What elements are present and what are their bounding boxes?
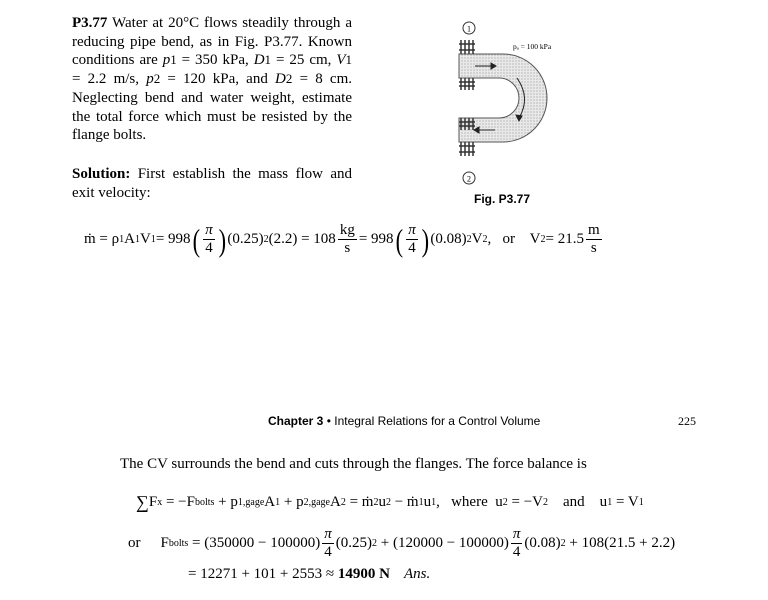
section-2-label: 2 xyxy=(467,174,471,184)
eq1-998: = 998 xyxy=(155,231,191,247)
eq1-v2-value: = 21.5 xyxy=(545,231,584,247)
eq2-a2: = V xyxy=(612,494,639,510)
eq3-f: F xyxy=(160,535,169,551)
solution-text: First establish the mass flow and exit velocity: xyxy=(72,166,352,201)
eq3-pi-frac-1: $\frac{\pi}{4}$ xyxy=(324,526,332,560)
d2-sub: 2 xyxy=(285,71,293,87)
eq2-fx: F xyxy=(148,494,158,510)
v1-sub: 1 xyxy=(345,52,353,68)
answer-value: 14900 N xyxy=(337,566,390,582)
eq2-part1: = −F xyxy=(162,494,195,510)
bolt-force-equation: or F bolts = (350000 − 100000) $\frac{\pi}{4}$ (0.25) 2 + (120000 − 100000) $\frac{\pi}{4}$ (0.08) 2 + 108(21.5 + 2.2) xyxy=(128,526,676,560)
pa-label: pₐ = 100 kPa xyxy=(513,42,552,51)
ans-label: Ans. xyxy=(403,566,431,582)
eq2-part4: + p xyxy=(280,494,304,510)
eq3-p3: + (120000 − 100000) xyxy=(376,535,509,551)
d1-value: = 25 cm, xyxy=(271,52,337,69)
pipe-bend-figure xyxy=(455,18,565,190)
eq2-part2: + p xyxy=(214,494,238,510)
eq2-part5: A xyxy=(329,494,341,510)
eq2-part8: − ṁ xyxy=(390,494,419,510)
p1-sub: 1 xyxy=(170,52,177,68)
eq2-bolts-sub: bolts xyxy=(194,497,215,508)
eq1-998b: = 998 xyxy=(358,231,394,247)
eq1-or: , or V xyxy=(487,231,541,247)
eq2-part7: u xyxy=(378,494,386,510)
sum-symbol: ∑ xyxy=(136,492,149,512)
mass-flow-equation: ṁ = ρ 1 A 1 V 1 = 998 ( $\frac{\pi}{4}$ ) (0.25) 2 (2.2) = 108 $\frac{kg}{s}$ = 998 ( $\frac{\pi}{4}$ ) (0.08) 2 V 2 , or V 2 = 21.5 $\frac{m}{s}$ xyxy=(84,221,600,258)
result-equation xyxy=(188,566,430,583)
figure-caption: Fig. P3.77 xyxy=(474,192,531,206)
eq1-a: A xyxy=(124,231,135,247)
p2-value: = 120 kPa, and xyxy=(160,71,276,88)
p1-symbol: p xyxy=(162,52,171,69)
eq2-part9: u xyxy=(423,494,432,510)
section-1-label: 1 xyxy=(467,24,471,34)
chapter-title: Integral Relations for a Control Volume xyxy=(334,414,541,428)
force-balance-equation: ∑ F x = −F bolts + p 1,gage A 1 + p 2,gage A 2 = ṁ 2 u 2 − ṁ 1 u 1 , where u 2 = −V 2 and u 1 = V 1 xyxy=(136,492,644,512)
header-bullet: • xyxy=(323,414,335,428)
eq1-mid: (2.2) = 108 xyxy=(268,231,336,247)
problem-text: Water at 20°C flows steadily through a reducing pipe bend, as in Fig. P3.77. Known conditions are xyxy=(72,15,352,69)
d2-symbol: D xyxy=(275,71,286,88)
eq1-v: V xyxy=(139,231,151,247)
solution-intro xyxy=(72,165,352,202)
eq3-bolts-sub: bolts xyxy=(168,538,189,549)
page-number: 225 xyxy=(678,414,696,428)
page-header xyxy=(268,414,540,428)
eq1-unit-kg-s: $\frac{kg}{s}$ xyxy=(339,222,355,256)
problem-statement xyxy=(72,14,352,145)
p2-symbol: p xyxy=(146,71,154,88)
problem-label: P3.77 xyxy=(72,15,108,31)
eq2-where: , where u xyxy=(436,494,503,510)
chapter-label: Chapter 3 xyxy=(268,414,324,428)
eq1-unit-m-s: $\frac{m}{s}$ xyxy=(587,222,600,256)
p2-sub: 2 xyxy=(153,71,161,87)
solution-label: Solution: xyxy=(72,166,131,182)
eq2-sub2: 2,gage xyxy=(303,497,330,508)
pipe-bend-body xyxy=(459,54,547,142)
eq2-and: and u xyxy=(548,494,608,510)
v1-value: = 2.2 m/s, xyxy=(72,71,147,88)
eq1-pi-frac: $\frac{\pi}{4}$ xyxy=(205,222,213,256)
eq1-d1: (0.25) xyxy=(227,231,264,247)
eq2-part3: A xyxy=(264,494,276,510)
eq3-p5: + 108(21.5 + 2.2) xyxy=(565,535,676,551)
cv-description: The CV surrounds the bend and cuts through the flanges. The force balance is xyxy=(120,456,587,472)
v1-symbol: V xyxy=(336,52,346,69)
p1-value: = 350 kPa, xyxy=(176,52,254,69)
eq2-sub1: 1,gage xyxy=(237,497,265,508)
eq2-part6: = ṁ xyxy=(345,494,374,510)
eq3-pi-frac-2: $\frac{\pi}{4}$ xyxy=(512,526,521,560)
eq2-x-sub: x xyxy=(157,497,163,508)
eq1-pi-frac-2: $\frac{\pi}{4}$ xyxy=(408,222,416,256)
eq1-lhs: ṁ = ρ xyxy=(84,231,120,247)
eq3-or: or xyxy=(128,535,141,551)
eq1-v2: V xyxy=(471,231,483,247)
eq1-d2: (0.08) xyxy=(430,231,467,247)
eq4-value: = 12271 + 101 + 2553 ≈ xyxy=(188,566,338,582)
eq3-p2: (0.25) xyxy=(335,535,372,551)
eq3-p4: (0.08) xyxy=(524,535,561,551)
eq3-p1: = (350000 − 100000) xyxy=(188,535,321,551)
eq2-w2: = −V xyxy=(507,494,544,510)
d1-symbol: D xyxy=(253,52,265,69)
d1-sub: 1 xyxy=(264,52,272,68)
d2-value: = 8 cm. Neglecting bend and water weight, estimate the total force which must be resisted by the flange bolts. xyxy=(72,71,352,144)
